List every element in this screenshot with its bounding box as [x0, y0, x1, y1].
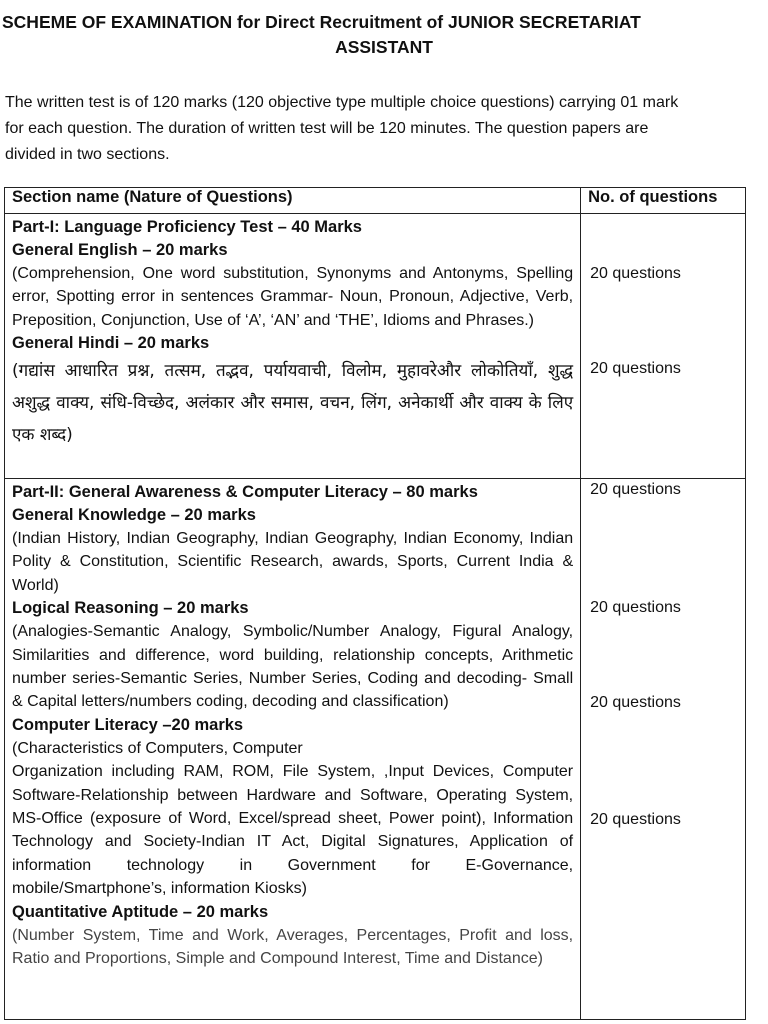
quantitative-aptitude-topics: (Number System, Time and Work, Averages, Percentages, Profit and loss, Ratio and Proportions, Simple and Compound Interest, Time and Distance) — [12, 926, 574, 968]
part-2-cell — [5, 479, 581, 1020]
computer-literacy-questions-b: 20 questions — [590, 811, 681, 828]
title-line-2: ASSISTANT — [335, 37, 433, 57]
logical-reasoning-heading: Logical Reasoning – 20 marks — [12, 599, 249, 618]
table-row-part-1 — [5, 214, 746, 479]
general-hindi-topics: (गद्यांस आधारित प्रश्न, तत्सम, तद्भव, पर्यायवाची, विलोम, मुहावरेऔर लोकोतियाँ, शुद्ध अशुद्ध वाक्य, संधि-विच्छेद, अलंकार और समास, वचन, लिंग, अनेकार्थी और वाक्य के लिए एक शब्द) — [12, 361, 574, 446]
part-1-heading: Part-I: Language Proficiency Test – 40 Marks — [12, 218, 362, 236]
general-knowledge-topics: (Indian History, Indian Geography, Indian Geography, Indian Economy, Indian Polity & Constitution, Scientific Research, awards, Sports, Current India & World) — [12, 530, 574, 594]
logical-reasoning-topics: (Analogies-Semantic Analogy, Symbolic/Number Analogy, Figural Analogy, Similarities and difference, word building, relationship concepts, Arithmetic number series-Semantic Series, Number Series, Coding and decoding- Small & Capital letters/numbers coding, decoding and classification) — [12, 623, 574, 711]
scheme-table — [4, 187, 746, 1020]
logical-reasoning-questions: 20 questions — [590, 599, 681, 616]
general-knowledge-heading: General Knowledge – 20 marks — [12, 506, 256, 524]
document-title — [0, 10, 768, 60]
general-knowledge-questions: 20 questions — [590, 481, 681, 498]
intro-line-2: for each question. The duration of written test will be 120 minutes. The question papers are — [5, 120, 649, 137]
intro-paragraph — [5, 90, 765, 168]
hindi-questions: 20 questions — [590, 360, 681, 377]
computer-literacy-topics-line-1: (Characteristics of Computers, Computer — [12, 739, 303, 757]
header-no-of-questions: No. of questions — [581, 188, 746, 214]
general-english-heading: General English – 20 marks — [12, 241, 228, 259]
part-1-questions-cell — [581, 214, 746, 479]
header-section-name: Section name (Nature of Questions) — [5, 188, 581, 214]
computer-literacy-topics: Organization including RAM, ROM, File System, ,Input Devices, Computer Software-Relationship between Hardware and Software, Operating System, MS-Office (exposure of Word, Excel/spread sheet, Power point), Information Technology and Society-Indian IT Act, Digital Signatures, Application of information technology in Government for E-Governance, mobile/Smartphone’s, information Kiosks) — [12, 763, 574, 898]
part-2-heading: Part-II: General Awareness & Computer Literacy – 80 marks — [12, 483, 478, 501]
intro-line-3: divided in two sections. — [5, 146, 170, 163]
table-row-part-2 — [5, 479, 746, 1020]
intro-line-1: The written test is of 120 marks (120 objective type multiple choice questions) carrying 01 mark — [5, 94, 679, 111]
title-line-1: SCHEME OF EXAMINATION for Direct Recruitment of JUNIOR SECRETARIAT — [2, 12, 641, 32]
computer-literacy-questions-a: 20 questions — [590, 694, 681, 711]
quantitative-aptitude-heading: Quantitative Aptitude – 20 marks — [12, 902, 269, 921]
computer-literacy-heading: Computer Literacy –20 marks — [12, 715, 244, 734]
general-english-topics: (Comprehension, One word substitution, Synonyms and Antonyms, Spelling error, Spotting error in sentences Grammar- Noun, Pronoun, Adjective, Verb, Preposition, Conjunction, Use of ‘A’, ‘AN’ and ‘THE’, Idioms and Phrases.) — [12, 265, 574, 329]
table-header-row — [5, 188, 746, 214]
part-1-cell — [5, 214, 581, 479]
english-questions: 20 questions — [590, 265, 681, 282]
general-hindi-heading: General Hindi – 20 marks — [12, 334, 210, 353]
part-2-questions-cell — [581, 479, 746, 1020]
